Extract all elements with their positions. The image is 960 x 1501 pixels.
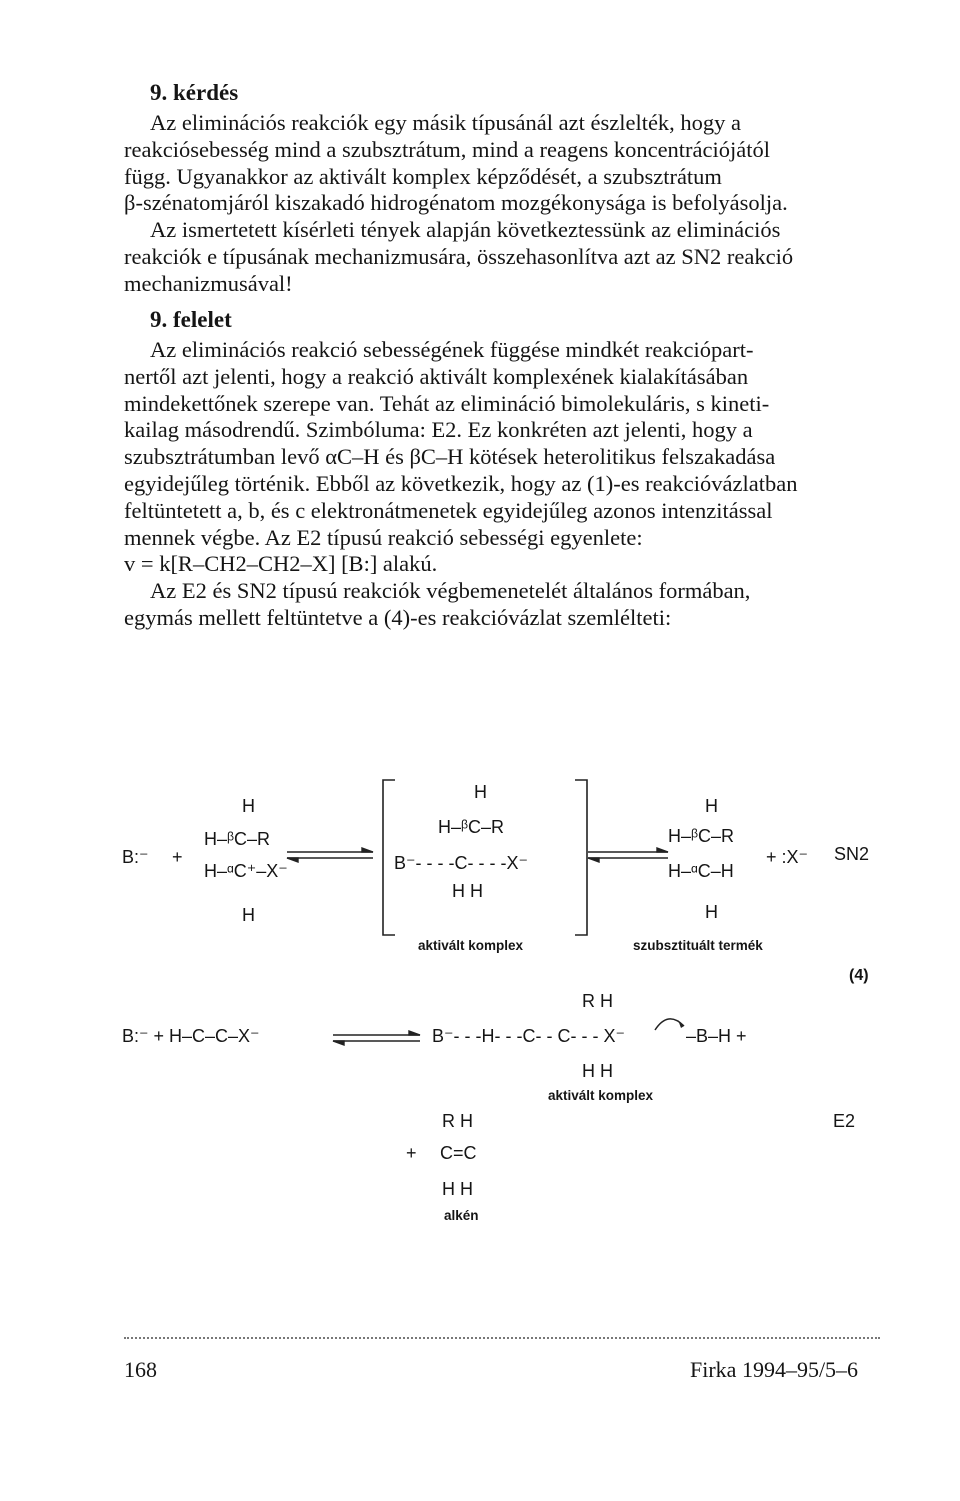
substrate-alpha: H–ᵅC⁺–X⁻ [204, 861, 288, 881]
substrate-bottom: H [242, 905, 255, 925]
substrate-beta: H–ᵝC–R [204, 829, 270, 849]
equilibrium-arrow [588, 848, 668, 862]
alkene-top: R H [442, 1111, 473, 1131]
answer-line: mennek végbe. Az E2 típusú reakció sebességi egyenlete: [124, 524, 643, 550]
e2-label: E2 [833, 1111, 856, 1131]
e2-ts-bottom: H H [582, 1061, 613, 1081]
product-top: H [705, 796, 718, 816]
ts-beta: H–ᵝC–R [438, 817, 504, 837]
bracket-right [575, 780, 587, 935]
e2-reactants: B:⁻ + H–C–C–X⁻ [122, 1026, 260, 1046]
journal-citation: Firka 1994–95/5–6 [690, 1357, 859, 1382]
plus-sign: + [172, 847, 183, 867]
question-heading: 9. kérdés [150, 80, 239, 105]
answer-line: egymás mellett feltüntetve a (4)-es reakcióvázlat szemlélteti: [124, 604, 672, 630]
alkene-label: alkén [444, 1208, 479, 1223]
answer-heading: 9. felelet [150, 307, 232, 332]
base-reagent: B:⁻ [122, 847, 149, 867]
question-line: Az eliminációs reakciók egy másik típusánál azt észlelték, hogy a [150, 110, 742, 135]
e2-products: –B–H + [686, 1026, 747, 1046]
alkene-main: C=C [440, 1143, 477, 1163]
question-line: mechanizmusával! [124, 270, 293, 296]
leaving-group: + :X⁻ [766, 847, 809, 867]
answer-line: kailag másodrendű. Szimbóluma: E2. Ez konkréten azt jelenti, hogy a [124, 417, 753, 443]
product-beta: H–ᵝC–R [668, 826, 734, 846]
answer-line: nertől azt jelenti, hogy a reakció aktivált komplexének kialakításában [124, 363, 749, 389]
alkene-bottom: H H [442, 1179, 473, 1199]
equilibrium-arrow [333, 1031, 420, 1045]
question-line: Az ismertetett kísérleti tények alapján következtessünk az eliminációs [150, 217, 781, 243]
e2-activated-complex-label: aktivált komplex [548, 1088, 654, 1103]
substrate-top: H [242, 796, 255, 816]
question-line: β-szénatomjáról kiszakadó hidrogénatom mozgékonysága is befolyásolja. [124, 190, 788, 216]
activated-complex-label: aktivált komplex [418, 938, 524, 953]
product-bottom: H [705, 902, 718, 922]
sn2-label: SN2 [834, 844, 870, 864]
question-line: függ. Ugyanakkor az aktivált komplex képződését, a szubsztrátum [124, 163, 722, 189]
ts-alpha: B⁻- - - -C- - - -X⁻ [394, 853, 528, 873]
answer-line: mindekettőnek szerepe van. Tehát az elimináció bimolekuláris, s kineti- [124, 390, 770, 416]
substituted-product-label: szubsztituált termék [633, 938, 763, 953]
question-line: reakciók e típusának mechanizmusára, összehasonlítva azt az SN2 reakció [124, 243, 794, 269]
answer-line: szubsztrátumban levő αC–H és βC–H kötések heterolitikus felszakadása [124, 444, 776, 470]
equilibrium-arrow [287, 848, 373, 862]
answer-line: Az E2 és SN2 típusú reakciók végbemenetelét általános formában, [150, 578, 751, 604]
e2-ts-top: R H [582, 991, 613, 1011]
alkene-plus: + [406, 1143, 417, 1163]
answer-line: feltüntetett a, b, és c elektronátmenetek egyidejűleg azonos intenzitással [124, 497, 773, 523]
product-alpha: H–ᵅC–H [668, 861, 734, 881]
answer-line: egyidejűleg történik. Ebből az következik, hogy az (1)-es reakcióvázlatban [124, 470, 798, 496]
ts-top: H [474, 782, 487, 802]
scheme-number: (4) [849, 967, 869, 984]
question-line: reakciósebesség mind a szubsztrátum, mind a reagens koncentrációjától [124, 136, 771, 162]
footer-rule [124, 1337, 880, 1339]
e2-ts-main: B⁻- - -H- - -C- - C- - - X⁻ [432, 1026, 625, 1046]
answer-line: Az eliminációs reakció sebességének függése mindkét reakciópart- [150, 337, 754, 362]
electron-arrow [655, 1019, 684, 1030]
page-number: 168 [124, 1357, 157, 1382]
arrow-head [678, 1020, 684, 1028]
answer-line: v = k[R–CH2–CH2–X] [B:] alakú. [124, 551, 438, 577]
ts-bottom: H H [452, 881, 483, 901]
